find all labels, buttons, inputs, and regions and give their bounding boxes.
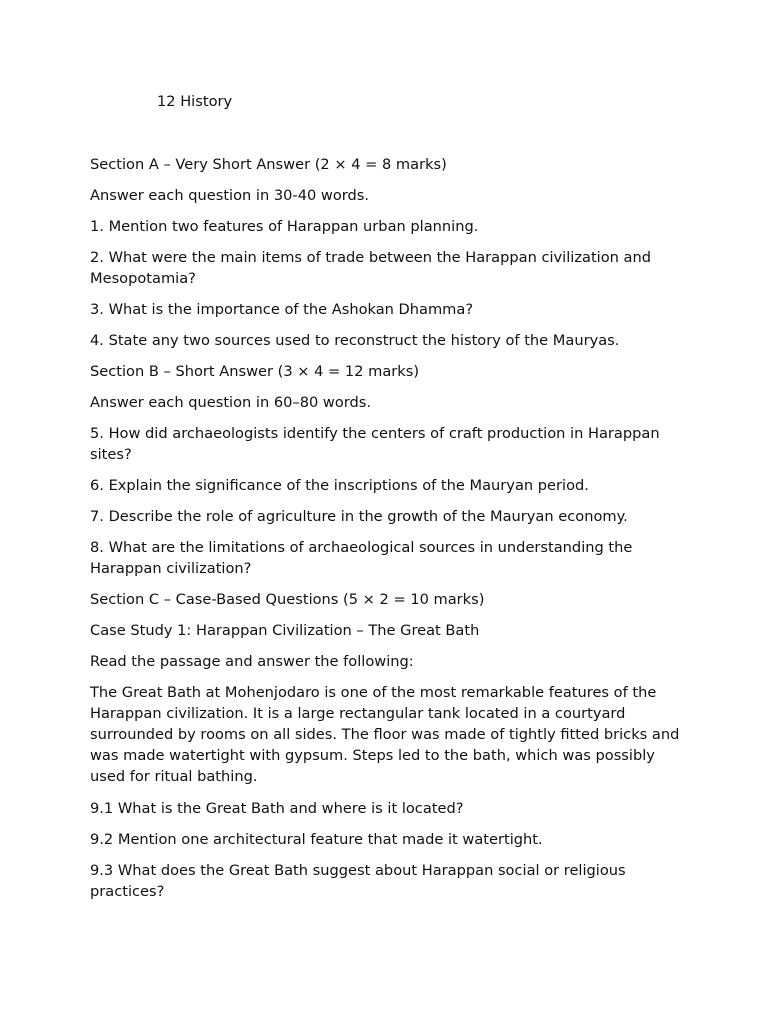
section-c-instruction: Read the passage and answer the following: xyxy=(90,653,414,670)
question-1: 1. Mention two features of Harappan urban planning. xyxy=(90,218,479,235)
question-9-1: 9.1 What is the Great Bath and where is it located? xyxy=(90,800,464,817)
section-b-instruction: Answer each question in 60–80 words. xyxy=(90,394,372,411)
section-c-heading: Section C – Case-Based Questions (5 × 2 = 10 marks) xyxy=(90,591,485,608)
document-body xyxy=(90,154,680,912)
document-title: 12 History xyxy=(157,93,233,110)
question-2: 2. What were the main items of trade between the Harappan civilization and Mesopotamia? xyxy=(90,249,651,287)
question-5: 5. How did archaeologists identify the centers of craft production in Harappan sites? xyxy=(90,425,660,463)
question-9-2: 9.2 Mention one architectural feature that made it watertight. xyxy=(90,831,543,848)
case-study-passage: The Great Bath at Mohenjodaro is one of the most remarkable features of the Harappan civilization. It is a large rectangular tank located in a courtyard surrounded by rooms on all sides. The floor was made of tightly fitted bricks and was made watertight with gypsum. Steps led to the bath, which was possibly used for ritual bathing. xyxy=(90,684,680,785)
section-b-heading: Section B – Short Answer (3 × 4 = 12 marks) xyxy=(90,363,420,380)
question-7: 7. Describe the role of agriculture in the growth of the Mauryan economy. xyxy=(90,508,628,525)
question-3: 3. What is the importance of the Ashokan Dhamma? xyxy=(90,301,474,318)
question-9-3: 9.3 What does the Great Bath suggest about Harappan social or religious practices? xyxy=(90,862,626,900)
case-study-title: Case Study 1: Harappan Civilization – The Great Bath xyxy=(90,622,480,639)
question-4: 4. State any two sources used to reconstruct the history of the Mauryas. xyxy=(90,332,620,349)
section-a-heading: Section A – Very Short Answer (2 × 4 = 8 marks) xyxy=(90,156,447,173)
question-8: 8. What are the limitations of archaeological sources in understanding the Harappan civilization? xyxy=(90,539,633,577)
question-6: 6. Explain the significance of the inscriptions of the Mauryan period. xyxy=(90,477,589,494)
section-a-instruction: Answer each question in 30-40 words. xyxy=(90,187,370,204)
